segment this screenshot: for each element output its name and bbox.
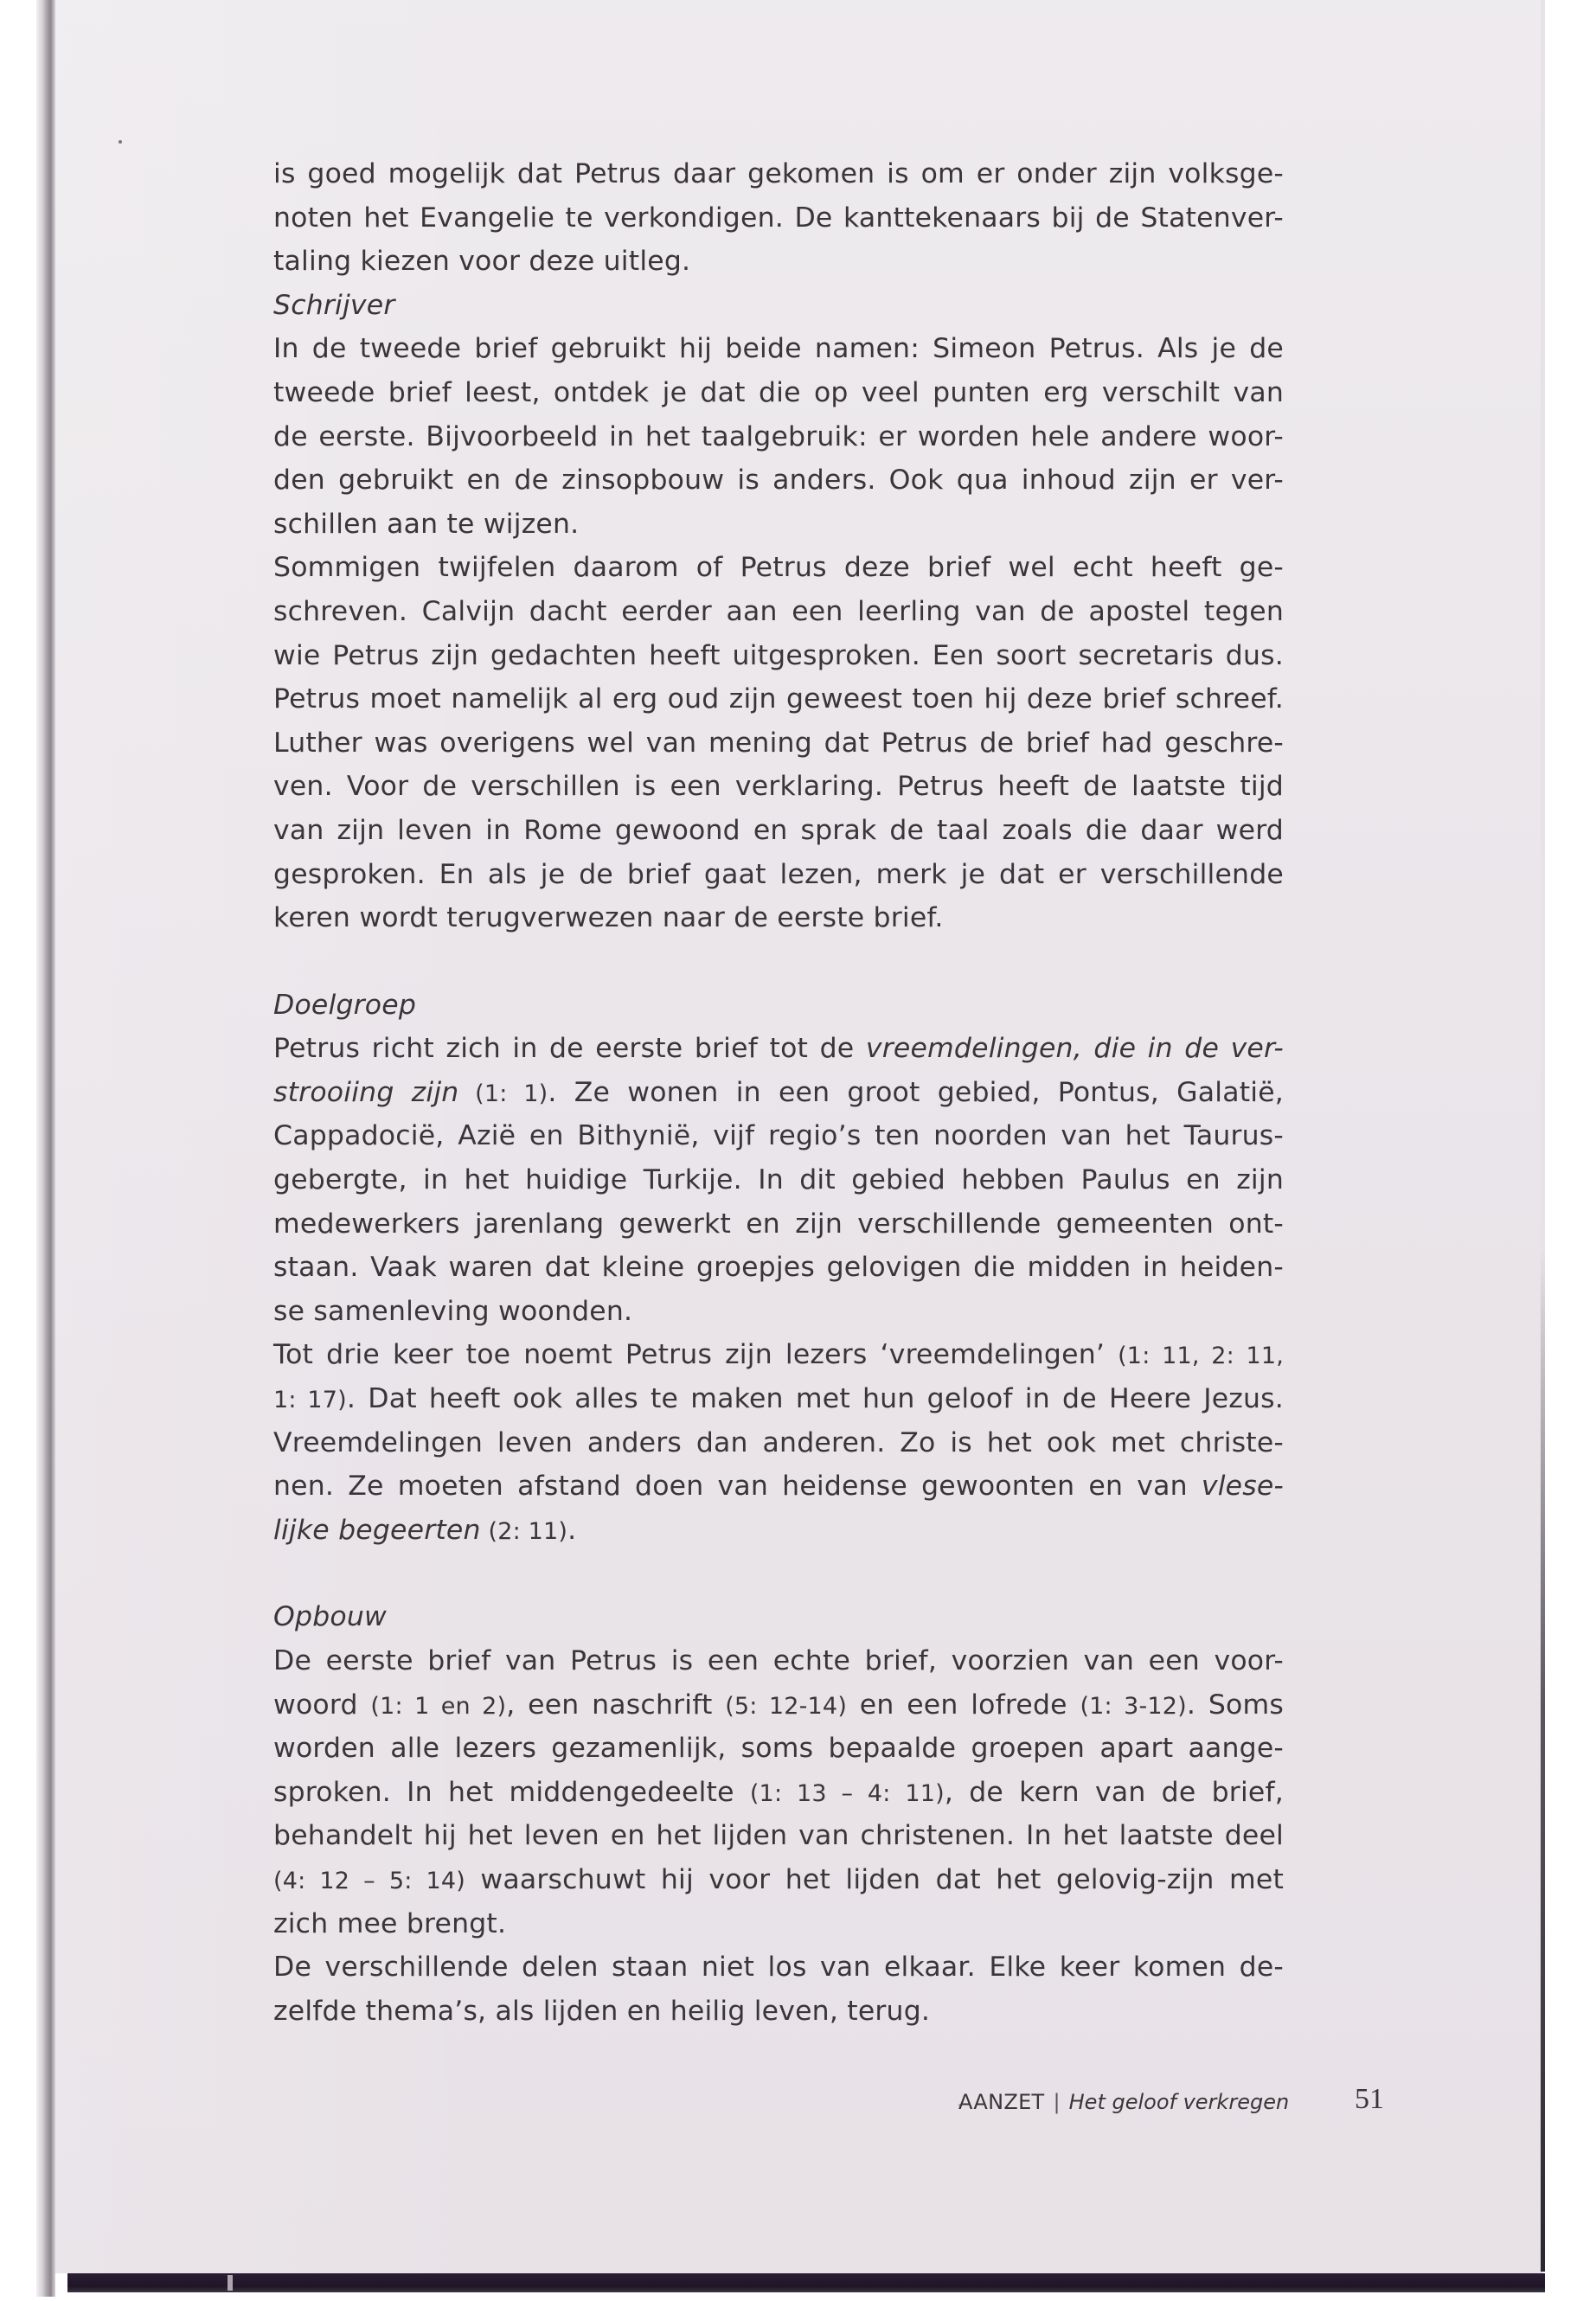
text-line [273, 1858, 1284, 1902]
text-line: de eerste. Bijvoorbeeld in het taalgebruik: er worden hele andere woor- [273, 420, 1284, 452]
page-number: 51 [1355, 2083, 1384, 2115]
section-heading-opbouw: Opbouw [273, 1601, 387, 1633]
text-run: . Ze wonen in een groot gebied, Pontus, Galatië, [548, 1076, 1284, 1108]
text-line [273, 1465, 1284, 1509]
text-line: gebergte, in het huidige Turkije. In dit gebied hebben Paulus en zijn [273, 1164, 1284, 1196]
scan-speck [119, 140, 122, 144]
text-line: zich mee brengt. [273, 1907, 507, 1939]
text-line: De verschillende delen staan niet los van elkaar. Elke keer komen de- [273, 1952, 1284, 1984]
text-line: se samenleving woonden. [273, 1295, 633, 1327]
book-title: Het geloof verkregen [1068, 2090, 1290, 2114]
text-run: Tot drie keer toe noemt Petrus zijn lezers ‘vreemdelingen’ [273, 1339, 1118, 1371]
text-line: is goed mogelijk dat Petrus daar gekomen is om er onder zijn volksge- [273, 158, 1284, 189]
text-line [273, 1683, 1284, 1727]
text-line: worden alle lezers gezamenlijk, soms bepaalde groepen apart aange- [273, 1733, 1284, 1765]
text-run: . Dat heeft ook alles te maken met hun geloof in de Heere Jezus. [346, 1383, 1284, 1415]
text-run: waarschuwt hij voor het lijden dat het gelovig-zijn met [465, 1863, 1284, 1895]
section-heading-doelgroep: Doelgroep [273, 989, 417, 1021]
series-name: AANZET [958, 2090, 1045, 2114]
text-line: In de tweede brief gebruikt hij beide namen: Simeon Petrus. Als je de [273, 333, 1284, 365]
text-run: . [567, 1514, 577, 1546]
paragraph-opbouw-1 [273, 1639, 1284, 1945]
text-line [273, 1071, 1284, 1115]
text-line: Vreemdelingen leven anders dan anderen. Zo is het ook met christe- [273, 1426, 1284, 1458]
bible-reference: (1: 11, 2: 11, [1118, 1343, 1284, 1370]
paragraph-doelgroep-1 [273, 1027, 1284, 1333]
quote-italic: lijke begeerten [273, 1514, 481, 1546]
text-line [273, 1027, 1284, 1071]
bible-reference: (1: 1) [458, 1080, 548, 1107]
text-line: noten het Evangelie te verkondigen. De kanttekenaars bij de Statenver- [273, 202, 1284, 234]
text-line: wie Petrus zijn gedachten heeft uitgesproken. Een soort secretaris dus. [273, 639, 1284, 671]
scan-left-strip [36, 0, 55, 2297]
bible-reference: (1: 13 – 4: 11) [749, 1779, 945, 1807]
text-run: Petrus richt zich in de eerste brief tot de [273, 1033, 866, 1065]
text-run: woord [273, 1689, 371, 1721]
text-line: Sommigen twijfelen daarom of Petrus deze brief wel echt heeft ge- [273, 552, 1284, 584]
paragraph-schrijver-1 [273, 327, 1284, 546]
text-line: Petrus moet namelijk al erg oud zijn geweest toen hij deze brief schreef. [273, 683, 1284, 715]
bible-reference: 1: 17) [273, 1387, 347, 1414]
footer-separator: | [1053, 2090, 1061, 2114]
bible-reference: (1: 3-12) [1080, 1692, 1187, 1720]
text-run: . Soms [1186, 1689, 1284, 1721]
bible-reference: (4: 12 – 5: 14) [273, 1867, 465, 1894]
paragraph-doelgroep-2 [273, 1333, 1284, 1552]
body-text [273, 152, 1284, 2033]
text-run: sproken. In het middengedeelte [273, 1776, 750, 1808]
text-line: De eerste brief van Petrus is een echte brief, voorzien van een voor- [273, 1645, 1284, 1676]
text-line: behandelt hij het leven en het lijden van christenen. In het laatste deel [273, 1820, 1284, 1852]
page-bottom-edge [67, 2273, 1545, 2292]
text-line: Luther was overigens wel van mening dat Petrus de brief had geschre- [273, 727, 1284, 759]
page-right-edge [1541, 0, 1545, 2272]
text-line: medewerkers jarenlang gewerkt en zijn verschillende gemeenten ont- [273, 1208, 1284, 1240]
text-line: Cappadocië, Azië en Bithynië, vijf regio’s ten noorden van het Taurus- [273, 1120, 1284, 1152]
section-heading-schrijver: Schrijver [273, 289, 395, 321]
bible-reference: (1: 1 en 2) [370, 1692, 507, 1720]
bible-reference: (2: 11) [480, 1517, 568, 1545]
text-line: keren wordt terugverwezen naar de eerste brief. [273, 902, 944, 934]
text-run: , een naschrift [506, 1689, 726, 1721]
text-line: ven. Voor de verschillen is een verklaring. Petrus heeft de laatste tijd [273, 771, 1284, 803]
paragraph-schrijver-2 [273, 546, 1284, 939]
text-line: den gebruikt en de zinsopbouw is anders. Ook qua inhoud zijn er ver- [273, 465, 1284, 497]
text-line: schreven. Calvijn dacht eerder aan een leerling van de apostel tegen [273, 595, 1284, 627]
text-line: schillen aan te wijzen. [273, 508, 580, 540]
quote-italic: vreemdelingen, die in de ver- [865, 1033, 1284, 1065]
quote-italic: vlese- [1201, 1471, 1284, 1503]
text-line: taling kiezen voor deze uitleg. [273, 246, 691, 278]
text-line: tweede brief leest, ontdek je dat die op veel punten erg verschilt van [273, 376, 1284, 408]
text-line: zelfde thema’s, als lijden en heilig leven, terug. [273, 1995, 931, 2027]
text-run: nen. Ze moeten afstand doen van heidense gewoonten en van [273, 1471, 1202, 1503]
paragraph-intro [273, 152, 1284, 284]
text-line [273, 1509, 1284, 1553]
text-run: , de kern van de brief, [944, 1776, 1284, 1808]
text-line [273, 1333, 1284, 1377]
text-run: en een lofrede [847, 1689, 1080, 1721]
bible-reference: (5: 12-14) [725, 1692, 848, 1720]
paragraph-opbouw-2 [273, 1945, 1284, 2033]
text-line: staan. Vaak waren dat kleine groepjes gelovigen die midden in heiden- [273, 1252, 1284, 1284]
text-line [273, 1377, 1284, 1421]
quote-italic: strooiing zijn [273, 1076, 459, 1108]
text-line: gesproken. En als je de brief gaat lezen, merk je dat er verschillende [273, 858, 1284, 890]
running-footer [958, 2090, 1289, 2114]
text-line [273, 1771, 1284, 1815]
text-line: van zijn leven in Rome gewoond en sprak de taal zoals die daar werd [273, 814, 1284, 846]
